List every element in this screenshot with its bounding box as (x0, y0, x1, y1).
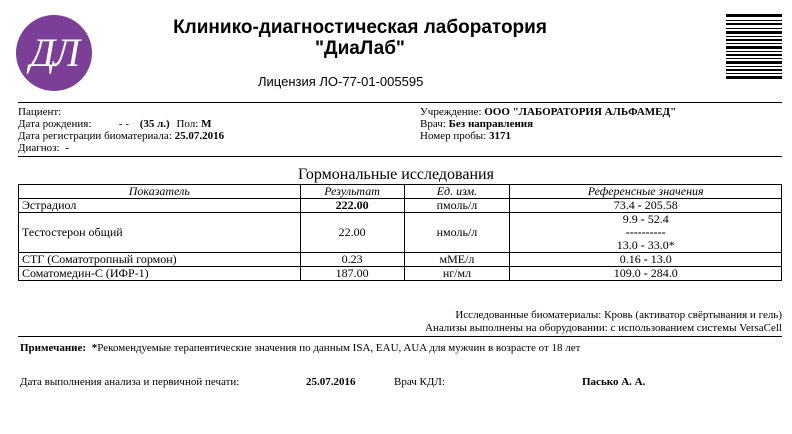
ref-min: 109.0 (613, 266, 641, 280)
age-value: (35 л.) (139, 118, 170, 130)
ref-max: 205.58 (644, 198, 678, 212)
row-ref (510, 199, 782, 213)
ref-dash: - (643, 252, 648, 266)
col-ref: Референсные значения (510, 185, 782, 199)
barcode-icon (726, 14, 782, 80)
row-result: 0.23 (300, 253, 404, 267)
remark-label: Примечание: (20, 342, 87, 354)
table-row (19, 253, 782, 267)
institution-value: ООО "ЛАБОРАТОРИЯ АЛЬФАМЕД" (484, 106, 677, 118)
table-row (19, 267, 782, 281)
dob-value: - - (118, 118, 129, 130)
remark (20, 342, 580, 354)
row-ref (510, 253, 782, 267)
row-name: Тестостерон общий (19, 213, 301, 253)
row-result: 22.00 (300, 213, 404, 253)
row-ref (510, 213, 782, 253)
lab-title-line1: Клинико-диагностическая лаборатория (173, 17, 547, 38)
ref-separator-text: ---------- (625, 225, 666, 239)
diagnosis-line (18, 142, 69, 154)
equipment-note: Анализы выполнены на оборудовании: с использованием системы VersaCell (425, 322, 782, 334)
sex-value: М (201, 118, 212, 130)
doctor-line (420, 118, 533, 130)
lab-title-line2: "ДиаЛаб" (315, 38, 405, 59)
row-result: 187.00 (300, 267, 404, 281)
footer-date-label: Дата выполнения анализа и первичной печати: (20, 376, 240, 388)
info-divider (18, 156, 782, 157)
ref-dash: - (643, 266, 648, 280)
ref-min: 13.0 (616, 238, 638, 252)
ref-max: 52.4 (647, 212, 669, 226)
row-name: СТГ (Соматотропный гормон) (19, 253, 301, 267)
row-unit: нмоль/л (404, 213, 510, 253)
ref-dash: - (640, 212, 645, 226)
lab-title (150, 17, 570, 59)
sample-line (420, 130, 511, 142)
sex-label: Пол: (176, 118, 199, 130)
diagnosis-value: - (65, 142, 69, 154)
row-result-value: 222.00 (335, 198, 369, 212)
reg-line (18, 130, 224, 142)
remark-star: * (91, 342, 98, 354)
biomaterial-note: Исследованные биоматериалы: Кровь (активатор свёртывания и гель) (455, 309, 782, 321)
sample-value: 3171 (489, 130, 512, 142)
ref-dash: - (640, 238, 645, 252)
logo-monogram: ДЛ (29, 30, 79, 75)
ref-max: 33.0* (647, 238, 675, 252)
ref-min: 73.4 (613, 198, 635, 212)
footer-date-value (306, 376, 356, 388)
footer-doctor-text: Пасько А. А. (582, 376, 646, 388)
ref-line-2 (513, 239, 778, 252)
dob-line (18, 118, 211, 130)
table-row (19, 213, 782, 253)
ref-min: 9.9 (622, 212, 638, 226)
report-title: Гормональные исследования (298, 166, 494, 183)
remark-text: Рекомендуемые терапевтические значения по данным ISA, EAU, AUA для мужчин в возрасте от 18 лет (97, 342, 581, 354)
license-number: Лицензия ЛО-77-01-005595 (258, 74, 424, 89)
institution-line (420, 106, 676, 118)
notes-divider (18, 336, 782, 337)
ref-max: 13.0 (650, 252, 672, 266)
row-unit: мМЕ/л (404, 253, 510, 267)
col-result: Результат (300, 185, 404, 199)
diagnosis-label: Диагноз: (18, 142, 60, 154)
table-row (19, 199, 782, 213)
col-indicator: Показатель (19, 185, 301, 199)
ref-dash: - (637, 198, 642, 212)
patient-label: Пациент: (18, 106, 62, 118)
reg-value: 25.07.2016 (174, 130, 225, 142)
reg-label: Дата регистрации биоматериала: (18, 130, 172, 142)
doctor-label: Врач: (420, 118, 446, 130)
institution-label: Учреждение: (420, 106, 482, 118)
footer-date-text: 25.07.2016 (306, 376, 356, 388)
header-divider (18, 102, 782, 103)
patient-line (18, 106, 61, 118)
ref-min: 0.16 (619, 252, 641, 266)
ref-max: 284.0 (650, 266, 678, 280)
table-header-row (19, 185, 782, 199)
row-ref (510, 267, 782, 281)
row-unit: нг/мл (404, 267, 510, 281)
footer-doctor-label: Врач КДЛ: (394, 376, 445, 388)
doctor-value: Без направления (448, 118, 534, 130)
col-unit: Ед. изм. (404, 185, 510, 199)
row-unit: пмоль/л (404, 199, 510, 213)
row-name: Эстрадиол (19, 199, 301, 213)
footer-doctor-value (582, 376, 645, 388)
row-result (300, 199, 404, 213)
sample-label: Номер пробы: (420, 130, 487, 142)
row-name: Соматомедин-С (ИФР-1) (19, 267, 301, 281)
results-table (18, 184, 782, 281)
lab-logo (16, 15, 92, 91)
dob-label: Дата рождения: (18, 118, 92, 130)
